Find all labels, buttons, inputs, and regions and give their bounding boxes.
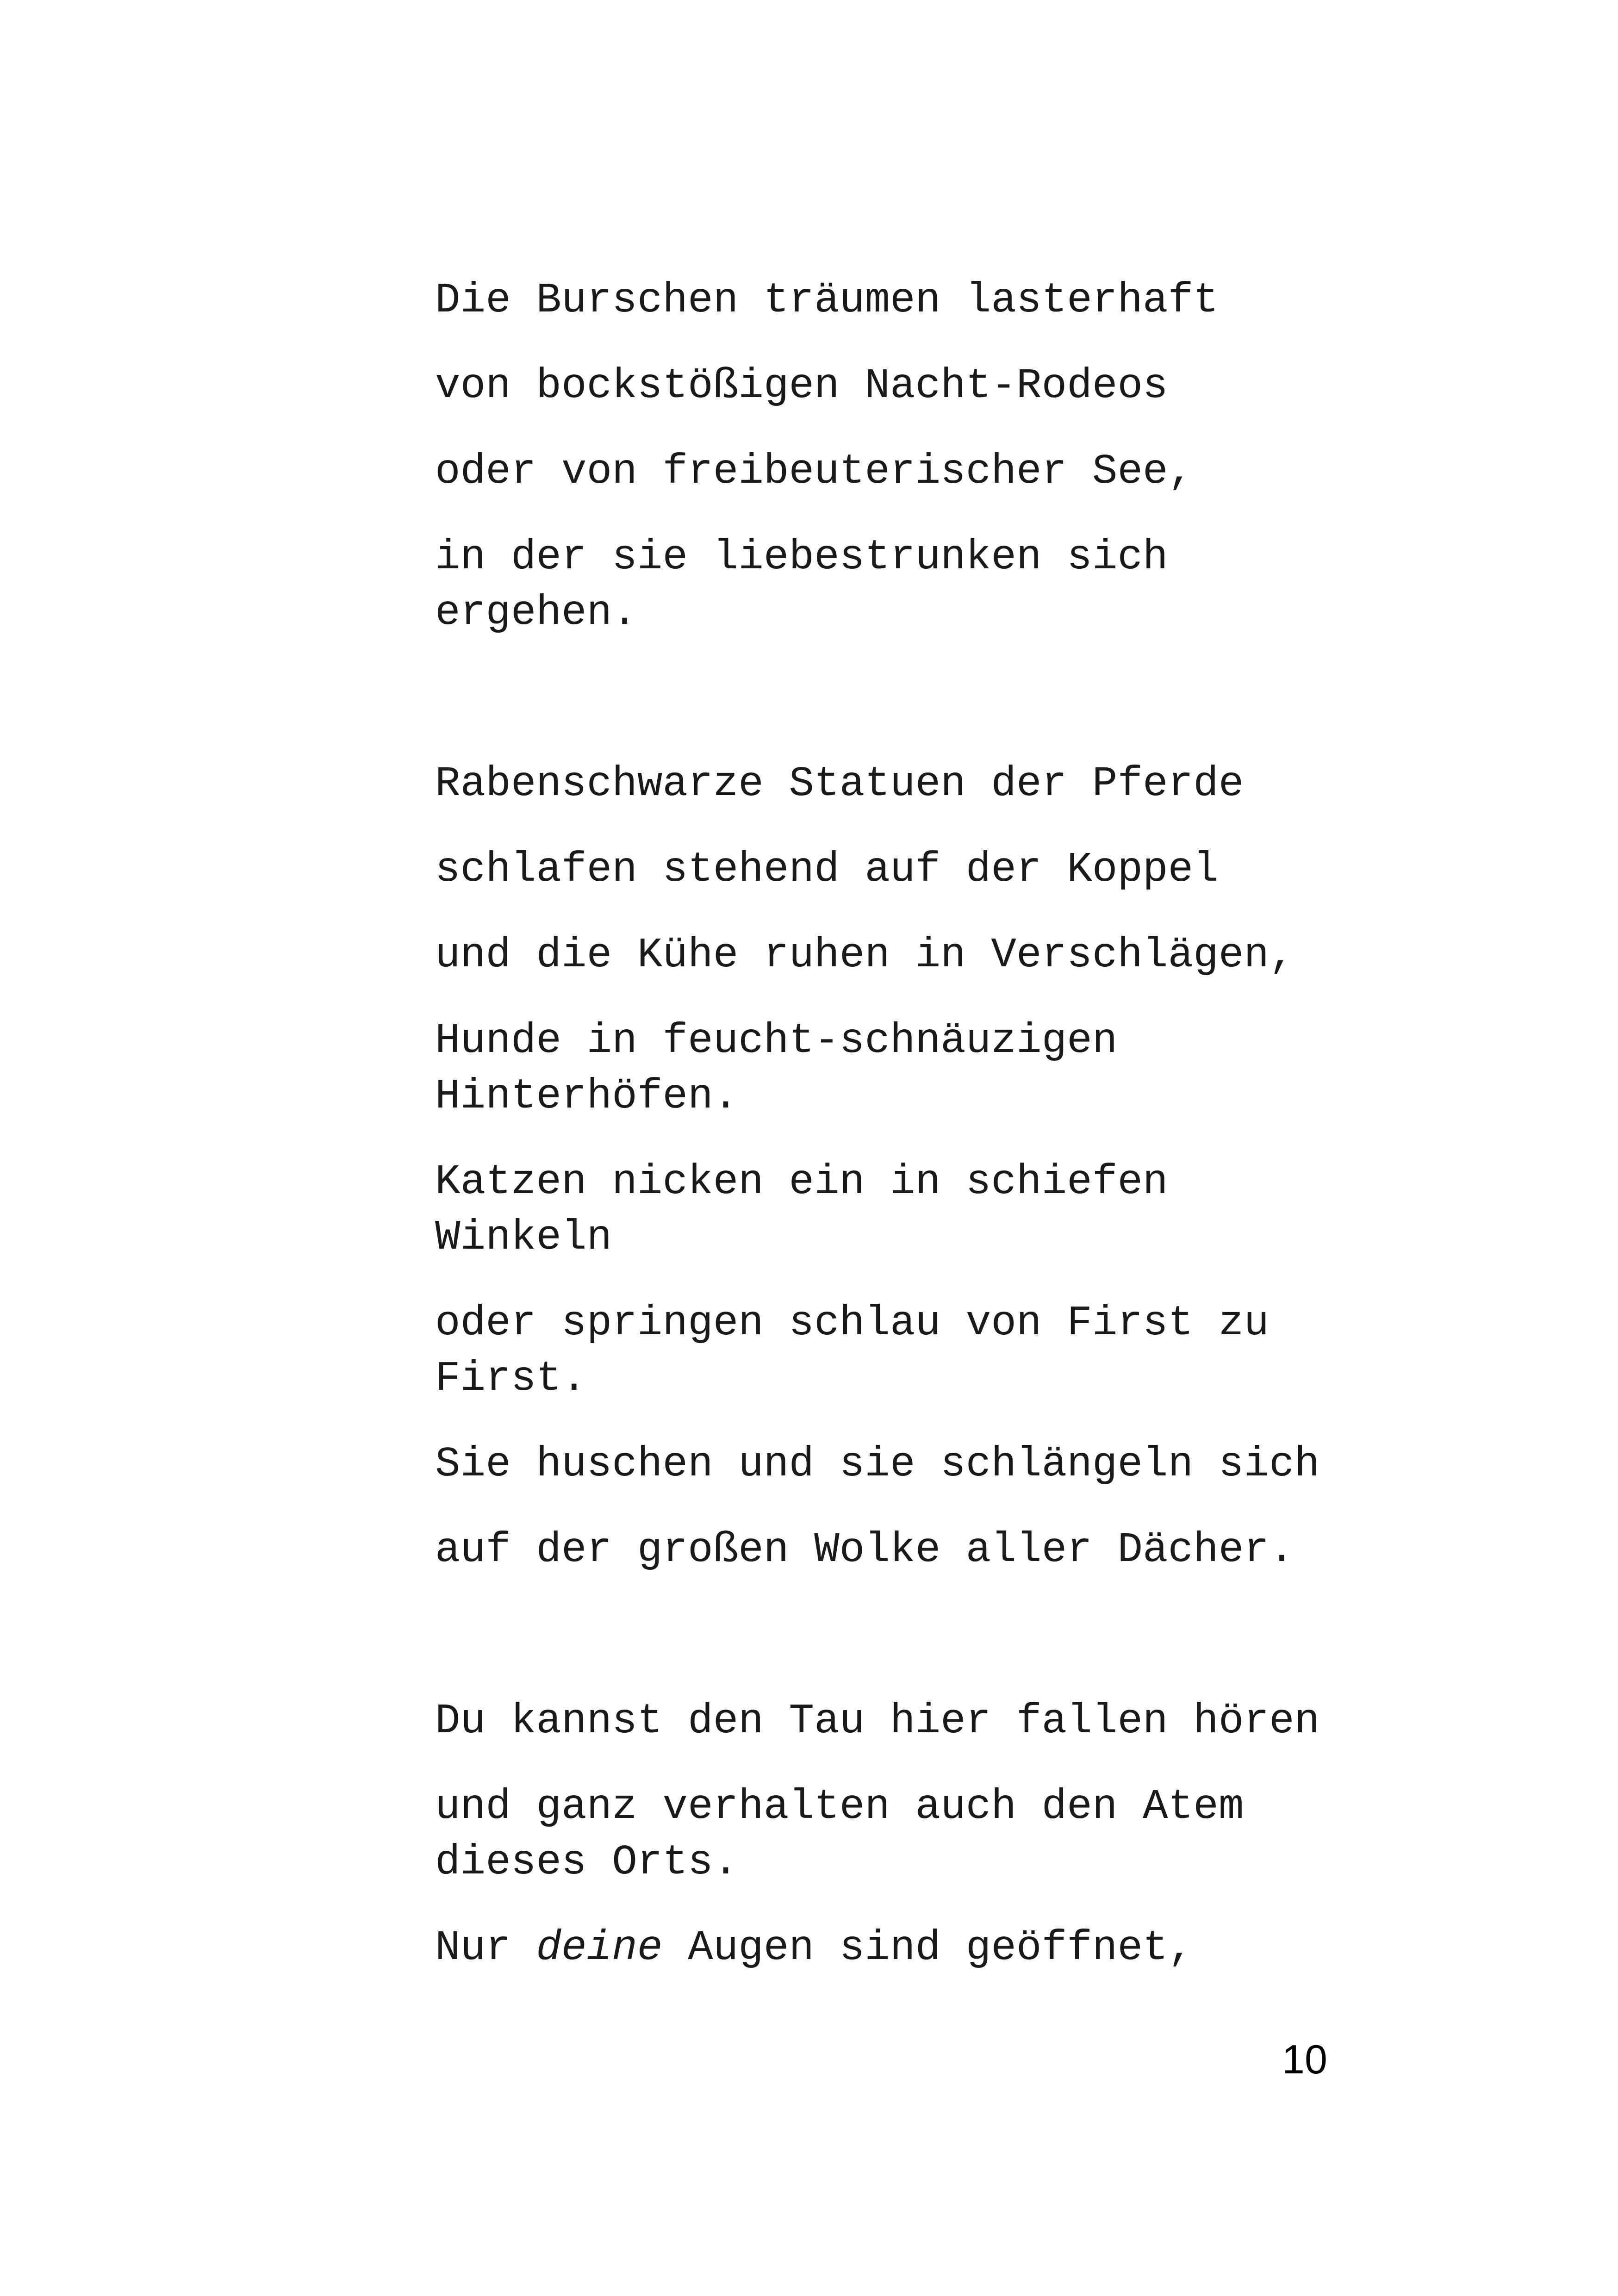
poem-line: Winkeln [435, 1214, 612, 1262]
poem-line: und die Kühe ruhen in Verschlägen, [435, 932, 1294, 979]
poem-line: ergehen. [435, 589, 637, 637]
poem-line: von bockstößigen Nacht-Rodeos [435, 362, 1168, 410]
poem-line: Rabenschwarze Statuen der Pferde [435, 760, 1244, 808]
poem-line: oder von freibeuterischer See, [435, 448, 1194, 496]
poem-text: Nur [435, 1924, 536, 1972]
poem-line: schlafen stehend auf der Koppel [435, 846, 1219, 894]
poem-line: in der sie liebestrunken sich [435, 534, 1168, 581]
page-number: 10 [1282, 2036, 1327, 2082]
poem-line: Hinterhöfen. [435, 1073, 739, 1120]
poem-text: Augen sind geöffnet, [662, 1924, 1194, 1972]
emphasized-word: deine [536, 1924, 663, 1972]
poem-line: oder springen schlau von First zu [435, 1300, 1270, 1347]
poem-line: Du kannst den Tau hier fallen hören [435, 1698, 1320, 1745]
poem-line-with-emphasis [435, 1921, 1500, 1976]
poem-line: Katzen nicken ein in schiefen [435, 1158, 1168, 1206]
poem-line: First. [435, 1355, 587, 1403]
poem-line: und ganz verhalten auch den Atem [435, 1783, 1244, 1831]
poem-line: dieses Orts. [435, 1839, 739, 1886]
poem-line: Die Burschen träumen lasterhaft [435, 277, 1219, 324]
poem-line: auf der großen Wolke aller Dächer. [435, 1526, 1294, 1574]
poem-line: Sie huschen und sie schlängeln sich [435, 1441, 1320, 1488]
poem-line: Hunde in feucht-schnäuzigen [435, 1017, 1118, 1065]
